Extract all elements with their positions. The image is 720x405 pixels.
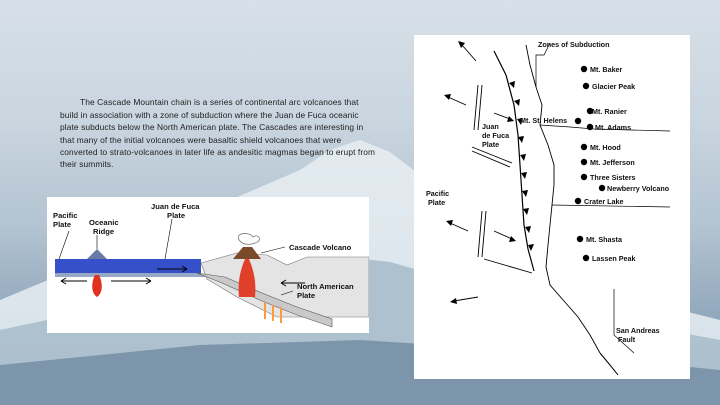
cross-section-drawing: [47, 197, 369, 333]
cascades-subduction-map: [414, 35, 690, 379]
volcano-dot-glacier: [583, 83, 589, 89]
oceanic-ridge-peak: [87, 249, 107, 259]
xsec-north-american-label-1: North American: [297, 282, 354, 291]
volcano-dot-newberry: [599, 185, 605, 191]
subduction-cross-section: [47, 197, 369, 333]
arrow-heads-map: [444, 41, 516, 304]
trench-teeth: [509, 81, 534, 251]
map-juan-de-fuca-label-1: Juan: [482, 122, 499, 131]
map-pacific-plate-label-2: Plate: [428, 198, 446, 207]
map-label-lassen: Lassen Peak: [592, 254, 636, 263]
xsec-oceanic-ridge-label-1: Oceanic: [89, 218, 119, 227]
ocean-water: [55, 259, 201, 273]
volcano-dot-shasta: [577, 236, 583, 242]
xsec-cascade-volcano-label: Cascade Volcano: [289, 243, 352, 252]
xsec-pacific-plate-label-1: Pacific: [53, 211, 78, 220]
volcano-dot-crater-lake: [575, 198, 581, 204]
map-juan-de-fuca-label-2: de Fuca: [482, 131, 510, 140]
map-label-three-sisters: Three Sisters: [590, 173, 636, 182]
xsec-pacific-plate-label-2: Plate: [53, 220, 72, 229]
caption-paragraph: The Cascade Mountain chain is a series of continental arc volcanoes that build in association with a zone of subduction where the Juan de Fuca oceanic plate subducts below the North American plate. The Cascades are interesting in that many of the initial volcanoes were basaltic shield volcanoes that were converted to strato-volcanoes in later life as andesitic magmas began to erupt from their summits.: [60, 97, 376, 170]
map-label-hood: Mt. Hood: [590, 143, 621, 152]
map-zones-of-subduction-label: Zones of Subduction: [538, 40, 610, 49]
xsec-juan-de-fuca-label-1: Juan de Fuca: [151, 202, 200, 211]
volcano-dot-hood: [581, 144, 587, 150]
map-label-st-helens: Mt. St. Helens: [520, 116, 568, 125]
san-andreas-fault-line: [600, 353, 618, 375]
spreading-ridges: [472, 85, 532, 273]
map-label-glacier: Glacier Peak: [592, 82, 636, 91]
map-label-adams: Mt. Adams: [595, 123, 632, 132]
volcano-dot-jefferson: [581, 159, 587, 165]
volcano-dot-lassen: [583, 255, 589, 261]
map-pacific-plate-label-1: Pacific: [426, 189, 450, 198]
volcano-dot-baker: [581, 66, 587, 72]
map-label-shasta: Mt. Shasta: [586, 235, 622, 244]
map-label-ranier: Mt. Ranier: [592, 107, 627, 116]
xsec-juan-de-fuca-label-2: Plate: [167, 211, 186, 220]
volcano-dot-three-sisters: [581, 174, 587, 180]
xsec-oceanic-ridge-label-2: Ridge: [93, 227, 115, 236]
ash-cloud: [238, 234, 259, 245]
volcano-dot-st-helens: [575, 118, 581, 124]
map-label-baker: Mt. Baker: [590, 65, 623, 74]
map-juan-de-fuca-label-3: Plate: [482, 140, 500, 149]
map-san-andreas-label-2: Fault: [618, 335, 636, 344]
oceanic-crust: [55, 273, 207, 277]
plate-motion-arrows-map: [448, 45, 512, 301]
ridge-magma: [92, 275, 102, 297]
map-drawing: [414, 35, 690, 379]
xsec-north-american-label-2: Plate: [297, 291, 316, 300]
map-label-crater-lake: Crater Lake: [584, 197, 624, 206]
map-san-andreas-label-1: San Andreas: [616, 326, 660, 335]
map-label-newberry: Newberry Volcano: [607, 184, 670, 193]
volcano-dot-adams: [587, 124, 593, 130]
map-label-jefferson: Mt. Jefferson: [590, 158, 635, 167]
